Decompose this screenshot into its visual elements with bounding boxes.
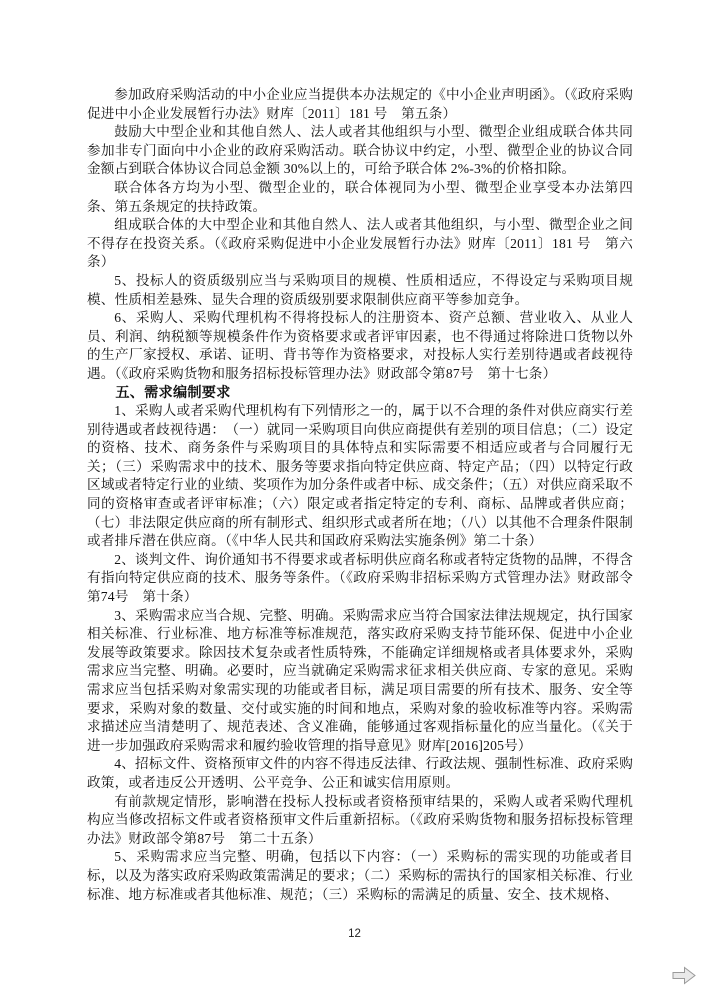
document-body <box>87 86 633 904</box>
paragraph: 参加政府采购活动的中小企业应当提供本办法规定的《中小企业声明函》。（《政府采购促进中小企业发展暂行办法》财库〔2011〕181 号 第五条） <box>87 87 633 121</box>
paragraph: 3、采购需求应当合规、完整、明确。采购需求应当符合国家法律法规规定，执行国家相关标准、行业标准、地方标准等标准规范，落实政府采购支持节能环保、促进中小企业发展等政策要求。除因技术复杂或者性质特殊，不能确定详细规格或者具体要求外，采购需求应当完整、明确。必要时，应当就确定采购需求征求相关供应商、专家的意见。采购需求应当包括采购对象需实现的功能或者目标，满足项目需要的所有技术、服务、安全等要求，采购对象的数量、交付或实施的时间和地点，采购对象的验收标准等内容。采购需求描述应当清楚明了、规范表述、含义准确，能够通过客观指标量化的应当量化。（《关于进一步加强政府采购需求和履约验收管理的指导意见》财库[2016]205号） <box>87 607 633 753</box>
paragraph: 4、招标文件、资格预审文件的内容不得违反法律、行政法规、强制性标准、政府采购政策，或者违反公开透明、公平竞争、公正和诚实信用原则。 <box>87 756 633 790</box>
paragraph: 6、采购人、采购代理机构不得将投标人的注册资本、资产总额、营业收入、从业人员、利润、纳税额等规模条件作为资格要求或者评审因素，也不得通过将除进口货物以外的生产厂家授权、承诺、证明、背书等作为资格要求，对投标人实行差别待遇或者歧视待遇。（《政府采购货物和服务招标投标管理办法》财政部令第87号 第十七条） <box>87 310 633 381</box>
paragraph: 5、采购需求应当完整、明确，包括以下内容：（一）采购标的需实现的功能或者目标，以及为落实政府采购政策需满足的要求；（二）采购标的需执行的国家相关标准、行业标准、地方标准或者其他标准、规范；（三）采购标的需满足的质量、安全、技术规格、 <box>87 849 633 902</box>
paragraph: 联合体各方均为小型、微型企业的，联合体视同为小型、微型企业享受本办法第四条、第五条规定的扶持政策。 <box>87 179 633 214</box>
paragraph: 鼓励大中型企业和其他自然人、法人或者其他组织与小型、微型企业组成联合体共同参加非专门面向中小企业的政府采购活动。联合协议中约定，小型、微型企业的协议合同金额占到联合体协议合同总金额 30%以上的，可给予联合体 2%-3%的价格扣除。 <box>87 124 633 177</box>
paragraph: 5、投标人的资质级别应当与采购项目的规模、性质相适应，不得设定与采购项目规模、性质相差悬殊、显失合理的资质级别要求限制供应商平等参加竞争。 <box>87 272 633 307</box>
right-arrow-glyph <box>673 968 695 984</box>
page-number: 12 <box>348 928 361 940</box>
paragraph: 2、谈判文件、询价通知书不得要求或者标明供应商名称或者特定货物的品牌，不得含有指向特定供应商的技术、服务等条件。（《政府采购非招标采购方式管理办法》财政部令第74号 第十条） <box>87 551 633 605</box>
paragraph: 有前款规定情形，影响潜在投标人投标或者资格预审结果的，采购人或者采购代理机构应当修改招标文件或者资格预审文件后重新招标。（《政府采购货物和服务招标投标管理办法》财政部令第87号 第二十五条） <box>87 793 633 846</box>
section-heading: 五、需求编制要求 <box>115 384 231 401</box>
paragraph: 1、采购人或者采购代理机构有下列情形之一的，属于以不合理的条件对供应商实行差别待遇或者歧视待遇： （一）就同一采购项目向供应商提供有差别的项目信息；（二）设定的资格、技术、商务条件与采购项目的具体特点和实际需要不相适应或者与合同履行无关；（三）采购需求中的技术、服务等要求指向特定供应商、特定产品；（四）以特定行政区域或者特定行业的业绩、奖项作为加分条件或者中标、成交条件；（五）对供应商采取不同的资格审查或者评审标准；（六）限定或者指定特定的专利、商标、品牌或者供应商；（七）非法限定供应商的所有制形式、组织形式或者所在地；（八）以其他不合理条件限制或者排斥潜在供应商。（《中华人民共和国政府采购法实施条例》第二十条） <box>87 403 633 549</box>
paragraph: 组成联合体的大中型企业和其他自然人、法人或者其他组织，与小型、微型企业之间不得存在投资关系。（《政府采购促进中小企业发展暂行办法》财库〔2011〕181 号 第六条） <box>87 217 633 270</box>
next-page-arrow-icon[interactable] <box>671 966 697 985</box>
